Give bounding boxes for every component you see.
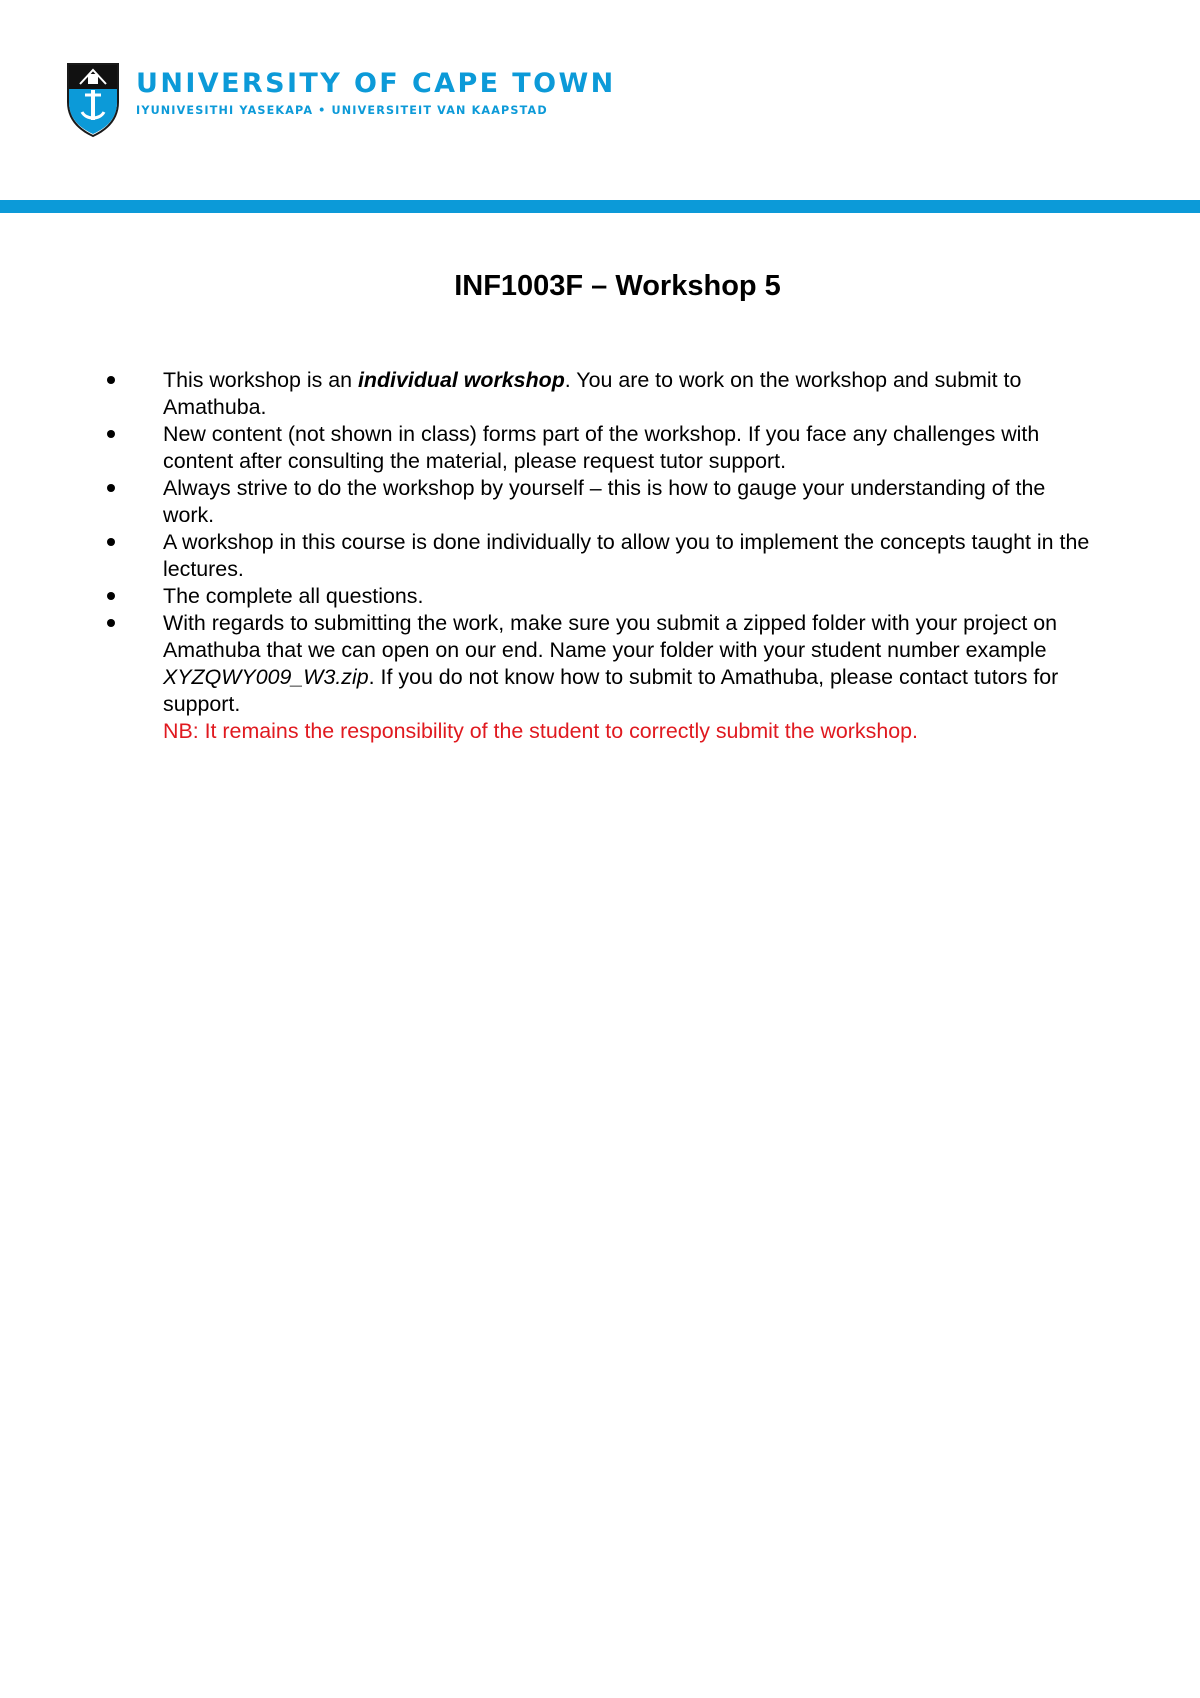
instruction-text-end: . You are to work on the workshop and submit to Amathuba.	[163, 368, 1022, 419]
list-item	[100, 421, 1100, 475]
submission-warning: NB: It remains the responsibility of the student to correctly submit the workshop.	[163, 719, 918, 743]
list-item	[100, 367, 1100, 421]
instruction-text-start: This workshop is an	[163, 368, 358, 392]
bullet-icon	[107, 619, 115, 627]
list-item	[100, 610, 1100, 745]
instruction-text-end: . If you do not know how to submit to Amathuba, please contact tutors for support.	[163, 665, 1059, 716]
instruction-text: Always strive to do the workshop by yourself – this is how to gauge your understanding of the work.	[163, 476, 1046, 527]
uct-crest-icon	[66, 62, 120, 138]
document-title: INF1003F – Workshop 5	[454, 270, 781, 302]
instruction-emphasis: individual workshop	[357, 368, 565, 392]
header-divider	[0, 200, 1200, 213]
list-item	[100, 475, 1100, 529]
bullet-icon	[107, 376, 115, 384]
bullet-icon	[107, 538, 115, 546]
instruction-text: The complete all questions.	[163, 584, 424, 608]
instruction-text: A workshop in this course is done individually to allow you to implement the concepts taught in the lectures.	[163, 530, 1090, 581]
example-filename: XYZQWY009_W3.zip	[163, 665, 369, 689]
list-item	[100, 583, 1100, 610]
university-wordmark	[136, 62, 616, 117]
bullet-icon	[107, 592, 115, 600]
instructions-list	[100, 367, 1100, 745]
university-subtitle: IYUNIVESITHI YASEKAPA • UNIVERSITEIT VAN KAAPSTAD	[136, 104, 548, 117]
university-name: UNIVERSITY OF CAPE TOWN	[136, 68, 616, 99]
instruction-text: New content (not shown in class) forms part of the workshop. If you face any challenges with content after consulting the material, please request tutor support.	[163, 422, 1040, 473]
bullet-icon	[107, 484, 115, 492]
bullet-icon	[107, 430, 115, 438]
instruction-text-start: With regards to submitting the work, make sure you submit a zipped folder with your project on Amathuba that we can open on our end. Name your folder with your student number example	[163, 611, 1058, 662]
list-item	[100, 529, 1100, 583]
university-header	[66, 62, 616, 142]
